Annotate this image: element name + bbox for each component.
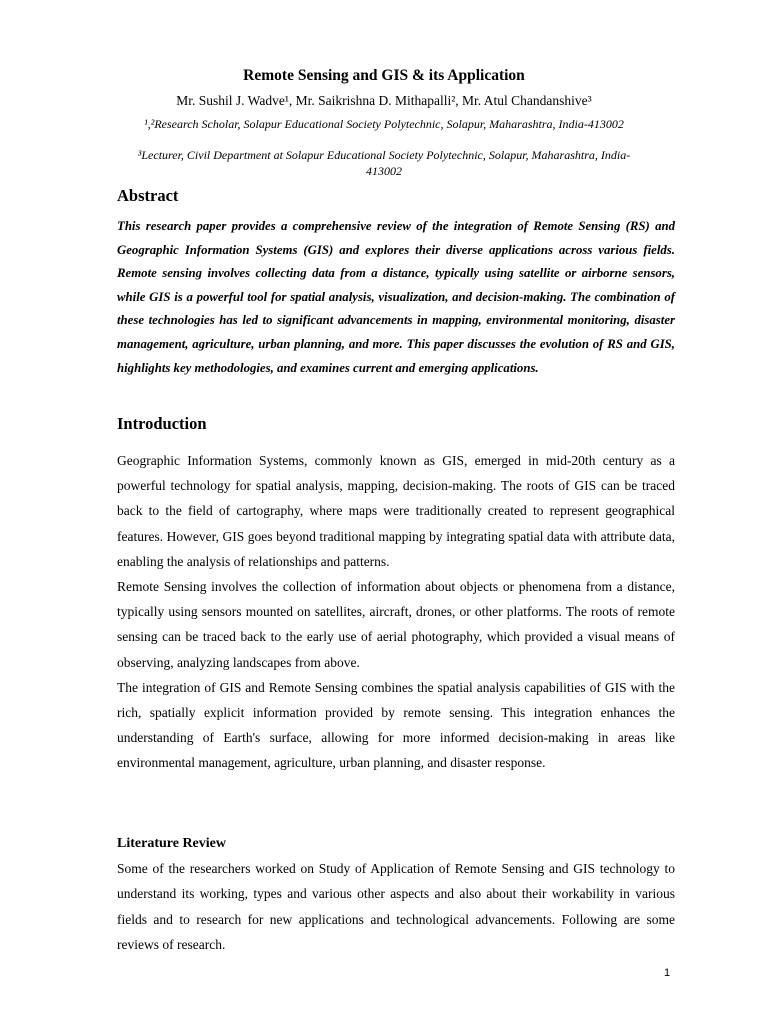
introduction-heading: Introduction xyxy=(117,414,207,433)
abstract-heading: Abstract xyxy=(117,186,179,205)
page-number: 1 xyxy=(664,967,671,979)
affiliation-lecturer: ³Lecturer, Civil Department at Solapur Educational Society Polytechnic, Solapur, Maharashtra, India-413002 xyxy=(137,148,631,178)
introduction-paragraph-gis: Geographic Information Systems, commonly known as GIS, emerged in mid-20th century as a powerful technology for spatial analysis, mapping, decision-making. The roots of GIS can be traced back to the field of cartography, where maps were traditionally created to represent geographical features. However, GIS goes beyond traditional mapping by integrating spatial data with attribute data, enabling the analysis of relationships and patterns. xyxy=(117,453,675,569)
introduction-paragraph-remote-sensing: Remote Sensing involves the collection of information about objects or phenomena from a distance, typically using sensors mounted on satellites, aircraft, drones, or other platforms. The roots of remote sensing can be traced back to the early use of aerial photography, which provided a visual means of observing, analyzing landscapes from above. xyxy=(117,579,675,670)
introduction-paragraph-integration: The integration of GIS and Remote Sensing combines the spatial analysis capabilities of GIS with the rich, spatially explicit information provided by remote sensing. This integration enhances the understanding of Earth's surface, allowing for more informed decision-making in areas like environmental management, agriculture, urban planning, and disaster response. xyxy=(117,679,675,771)
literature-review-text: Some of the researchers worked on Study of Application of Remote Sensing and GIS technology to understand its working, types and various other aspects and also about their workability in various fields and to research for new applications and technological advancements. Following are some reviews of research. xyxy=(117,861,675,952)
introduction-body xyxy=(117,448,675,776)
affiliation-research-scholars: ¹,²Research Scholar, Solapur Educational Society Polytechnic, Solapur, Maharashtra, India-413002 xyxy=(144,117,624,131)
literature-review-heading: Literature Review xyxy=(117,836,226,851)
author-list: Mr. Sushil J. Wadve¹, Mr. Saikrishna D. Mithapalli², Mr. Atul Chandanshive³ xyxy=(176,93,592,108)
paper-title: Remote Sensing and GIS & its Application xyxy=(243,67,525,84)
abstract-text: This research paper provides a comprehensive review of the integration of Remote Sensing (RS) and Geographic Information Systems (GIS) and explores their diverse applications across various fields. Remote sensing involves collecting data from a distance, typically using satellite or airborne sensors, while GIS is a powerful tool for spatial analysis, visualization, and decision-making. The combination of these technologies has led to significant advancements in mapping, environmental monitoring, disaster management, agriculture, urban planning, and more. This paper discusses the evolution of RS and GIS, highlights key methodologies, and examines current and emerging applications. xyxy=(117,219,675,375)
